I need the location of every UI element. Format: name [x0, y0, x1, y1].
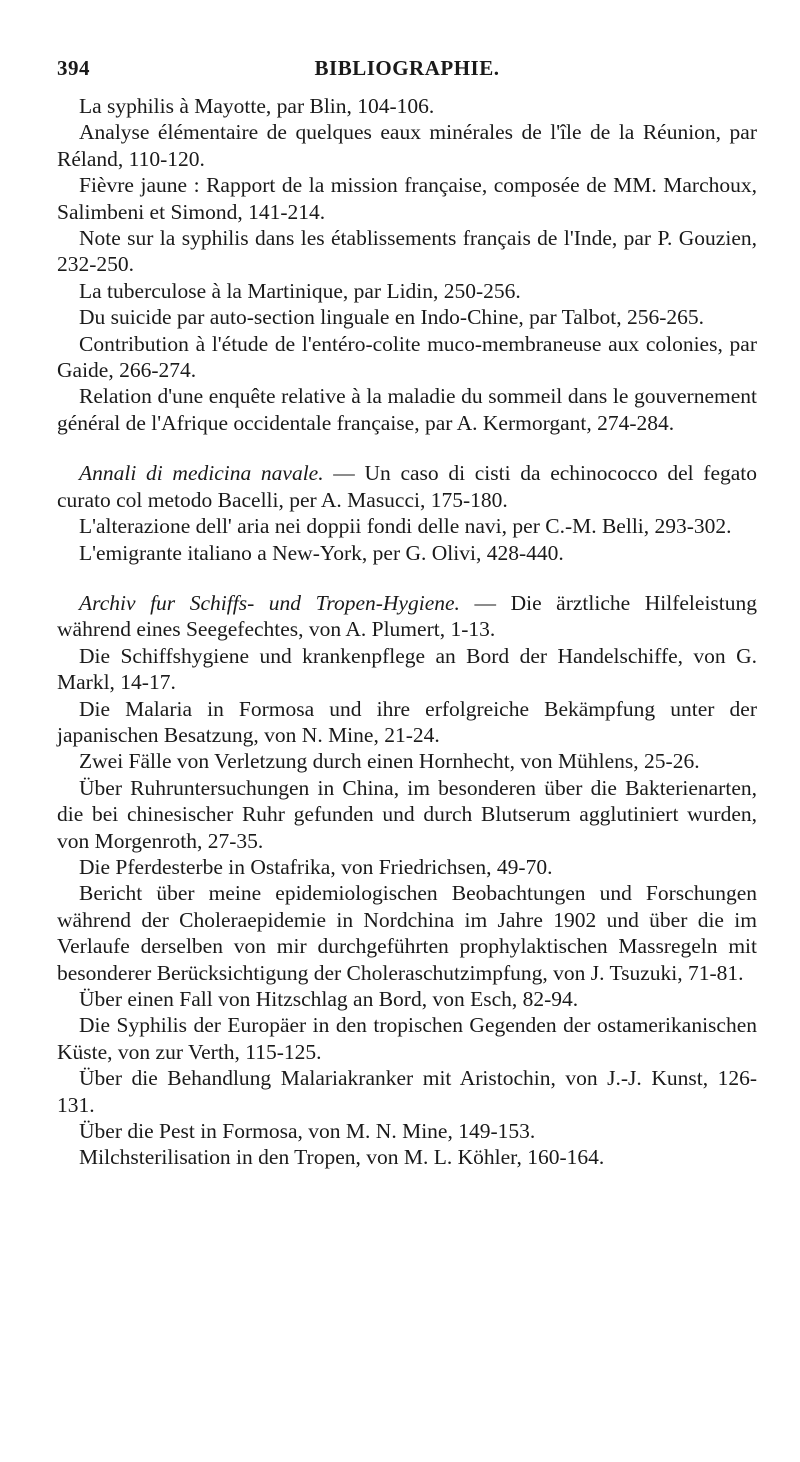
bibliography-entry: Milchsterilisation in den Tropen, von M. L. Köhler, 160-164.: [79, 1145, 605, 1170]
entry-text: — Un caso di cisti da echinococco del fegato curato col metodo Bacelli, per A. Masucci, 175-180.: [57, 461, 758, 512]
bibliography-entry: Du suicide par auto-section linguale en Indo-Chine, par Talbot, 256-265.: [79, 305, 705, 330]
bibliography-entry: Die Malaria in Formosa und ihre erfolgreiche Bekämpfung unter der japanischen Besatzung, von N. Mine, 21-24.: [57, 696, 757, 747]
journal-title: Archiv fur Schiffs- und Tropen-Hygiene.: [79, 590, 460, 615]
bibliography-entry: Bericht über meine epidemiologischen Beobachtungen und Forschungen während der Choleraepidemie in Nordchina im Jahre 1902 und über die im Verlaufe derselben von mir durchgeführten prophylaktischen Massregeln mit besonderer Berücksichtigung der Choleraschutzimpfung, von J. Tsuzuki, 71-81.: [57, 881, 757, 985]
bibliography-entry: Die Syphilis der Europäer in den tropischen Gegenden der ostamerikanischen Küste, von zur Verth, 115-125.: [57, 1013, 757, 1064]
bibliography-entry: Über Ruhruntersuchungen in China, im besonderen über die Bakterienarten, die bei chinesischer Ruhr gefunden und durch Blutserum agglutiniert wurden, von Morgenroth, 27-35.: [57, 775, 757, 853]
bibliography-entry: Zwei Fälle von Verletzung durch einen Hornhecht, von Mühlens, 25-26.: [79, 749, 700, 774]
bibliography-entry: Note sur la syphilis dans les établissements français de l'Inde, par P. Gouzien, 232-250.: [57, 226, 757, 277]
page-header: [57, 56, 757, 90]
entry-text: — Die ärztliche Hilfeleistung während eines Seegefechtes, von A. Plumert, 1-13.: [57, 590, 758, 642]
bibliography-entry: L'alterazione dell' aria nei doppii fondi delle navi, per C.-M. Belli, 293-302.: [79, 514, 732, 539]
bibliography-entry: Die Pferdesterbe in Ostafrika, von Friedrichsen, 49-70.: [79, 854, 553, 879]
section-separator: [57, 566, 757, 590]
bibliography-entry: L'emigrante italiano a New-York, per G. Olivi, 428-440.: [79, 540, 564, 565]
bibliography-entry: Fièvre jaune : Rapport de la mission française, composée de MM. Marchoux, Salimbeni et Simond, 141-214.: [57, 173, 757, 224]
bibliography-entry: Relation d'une enquête relative à la maladie du sommeil dans le gouvernement général de l'Afrique occidentale française, par A. Kermorgant, 274-284.: [57, 384, 757, 435]
bibliography-entry: Über einen Fall von Hitzschlag an Bord, von Esch, 82-94.: [79, 987, 579, 1011]
running-title: BIBLIOGRAPHIE.: [314, 56, 500, 80]
bibliography-entry: La syphilis à Mayotte, par Blin, 104-106.: [79, 94, 435, 118]
bibliography-entry: Über die Pest in Formosa, von M. N. Mine, 149-153.: [79, 1119, 536, 1144]
page-number: 394: [57, 56, 90, 80]
bibliography-entry: La tuberculose à la Martinique, par Lidin, 250-256.: [79, 278, 521, 303]
bibliography-entry: Die Schiffshygiene und krankenpflege an Bord der Handelschiffe, von G. Markl, 14-17.: [57, 643, 757, 695]
section-separator: [57, 436, 757, 460]
bibliography-entry: Analyse élémentaire de quelques eaux minérales de l'île de la Réunion, par Réland, 110-120.: [57, 120, 757, 171]
bibliography-entry: [57, 590, 757, 643]
bibliography-body: [57, 93, 757, 1171]
bibliography-entry: [57, 460, 757, 513]
bibliography-entry: Contribution à l'étude de l'entéro-colite muco-membraneuse aux colonies, par Gaide, 266-274.: [57, 331, 757, 383]
bibliography-entry: Über die Behandlung Malariakranker mit Aristochin, von J.-J. Kunst, 126-131.: [57, 1066, 757, 1117]
journal-title: Annali di medicina navale.: [79, 461, 324, 486]
